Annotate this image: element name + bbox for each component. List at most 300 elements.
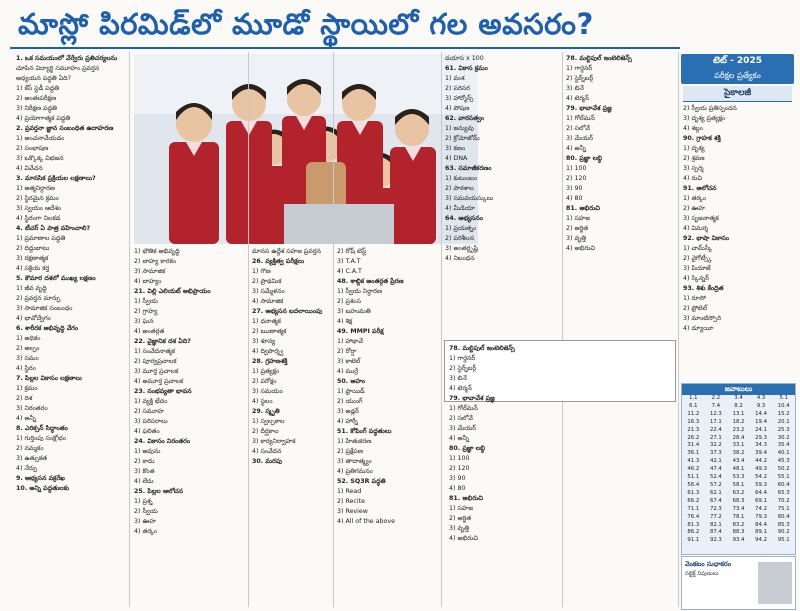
question-line: 21. విల్లి ఎలియట్ అభిప్రాయం <box>134 288 211 295</box>
question-line: 2) యుంగ్ <box>337 398 363 405</box>
answer-cell: 85.3 <box>777 521 790 528</box>
question-line: 4) ప్రతిగమనం <box>337 468 373 475</box>
question-line: 2) సలోవే <box>566 125 590 132</box>
question-line: 4) నిబంధన <box>445 255 475 262</box>
answer-cell: 47.4 <box>709 466 722 473</box>
answer-cell: 2.2 <box>711 395 721 401</box>
question-line: 3) మాంటిస్సోరి <box>683 315 721 322</box>
questions-column-5 <box>445 54 560 337</box>
answer-cell: 14.4 <box>755 410 767 417</box>
question-line: 4) సామాజిక <box>252 298 284 305</box>
question-line: 3) పరిసరాలు <box>134 418 168 425</box>
question-line: డయాస x 100 <box>445 55 484 62</box>
question-line: 4) అభిరుచి <box>566 245 596 252</box>
question-line: 3) వృత్తి <box>449 525 470 532</box>
answer-cell: 37.3 <box>709 450 722 457</box>
question-line: 1) తర్కం <box>683 195 707 202</box>
question-line: 2) సమూహ <box>134 408 165 415</box>
answer-cell: 67.4 <box>709 497 722 504</box>
question-line: 2) దిశ <box>16 395 33 402</box>
question-line: 93. శిశు కేంద్రిత <box>683 285 724 292</box>
question-line: 1) గుర్తింపు సంక్షోభం <box>16 435 66 442</box>
question-line: 4) అభిరుచి <box>449 535 479 542</box>
answer-cell: 4.3 <box>756 395 766 401</box>
answer-cell: 38.2 <box>732 450 745 457</box>
answer-cell: 55.1 <box>777 474 790 481</box>
answer-cell: 72.3 <box>709 505 722 512</box>
answer-cell: 39.4 <box>755 450 767 457</box>
badge-year: టెట్ - 2025 <box>713 56 762 66</box>
question-line: 3) 90 <box>566 185 583 192</box>
answer-cell: 75.1 <box>777 505 790 512</box>
badge-subtitle: పరీక్షల ప్రత్యేకం <box>714 71 761 80</box>
question-line: 1) హేతుకరణ <box>337 438 372 445</box>
question-line: 2) సలోవే <box>449 415 473 422</box>
answer-row <box>682 458 795 466</box>
question-line: 48. శాబ్దిక అంతర్గత ప్రేరణ <box>337 278 404 285</box>
question-line: 2) స్టెర్న్‌బర్గ్ <box>449 365 477 372</box>
answer-cell: 25.3 <box>777 426 790 433</box>
question-line: 2) ప్రక్షేపణ <box>337 448 363 455</box>
answer-cell: 61.3 <box>687 489 700 496</box>
question-line: 26. వ్యక్తిత్వ పరీక్షలు <box>252 258 305 265</box>
question-line: 3) బినే <box>449 375 467 382</box>
question-line: 3) పియాజే <box>683 265 711 272</box>
question-line: 1) స్వీయ <box>134 298 158 305</box>
answer-cell: 23.2 <box>732 426 745 433</box>
answer-cell: 8.2 <box>734 402 743 409</box>
question-line: 4) All of the above <box>337 518 395 525</box>
exam-badge <box>681 54 794 84</box>
questions-column-2 <box>134 247 246 607</box>
column-divider <box>248 52 249 607</box>
question-line: 3) బినే <box>566 85 584 92</box>
question-line: 2) అర్జిత <box>566 225 589 232</box>
question-line: 3) అడ్లర్ <box>337 408 359 415</box>
question-line: 3) మూర్త ప్రచాలక <box>134 368 179 375</box>
question-line: మానస ఉద్దేశ సహజ ప్రవర్తన <box>252 248 321 255</box>
answer-cell: 17.1 <box>709 418 722 425</box>
answer-row <box>682 419 795 427</box>
question-line: 3) రక్షణాత్మక <box>16 255 49 262</box>
question-line: 4) అంతర్గత <box>134 328 165 335</box>
answer-cell: 76.4 <box>687 513 700 520</box>
answer-cell: 48.1 <box>732 466 745 473</box>
column-divider <box>333 52 334 607</box>
question-line: 1) జీవ వృద్ధి <box>16 285 47 292</box>
question-line: 3) కార్యనిర్వాహక <box>252 438 296 445</box>
question-line: 8. ఎరిక్సన్ సిద్ధాంతం <box>16 425 68 432</box>
answer-cell: 45.3 <box>777 458 790 465</box>
question-line: 2) శ్రవణ <box>683 155 705 162</box>
question-line: 4) అన్నీ <box>566 145 587 152</box>
answer-row <box>682 442 795 450</box>
answer-row <box>682 506 795 514</box>
answer-cell: 64.4 <box>755 489 767 496</box>
question-line: 4) సంవేదన <box>252 448 282 455</box>
question-line: 3) Review <box>337 508 368 515</box>
question-line: 4) హార్నీ <box>337 418 358 425</box>
question-line: 4) అన్నీ <box>16 415 37 422</box>
question-line: 2) కాదు <box>134 458 155 465</box>
answer-cell: 52.4 <box>709 474 722 481</box>
answer-row <box>682 537 795 545</box>
answer-cell: 65.3 <box>777 489 790 496</box>
answer-cell: 36.1 <box>687 450 700 457</box>
question-line: 2) అర్జిత <box>449 515 472 522</box>
question-line: 79. భావావేశ ప్రజ్ఞ <box>566 105 612 112</box>
question-line: 3) దృశ్య ప్రత్యక్షం <box>683 115 726 122</box>
answer-row <box>682 403 795 411</box>
answer-cell: 54.2 <box>755 474 767 481</box>
answer-row <box>682 411 795 419</box>
question-line: 4) ప్రయోగాత్మక పద్ధతి <box>16 115 71 122</box>
answer-cell: 3.4 <box>734 395 743 401</box>
question-line: 2) ప్రాథమిక <box>252 278 282 285</box>
question-line: 3) ఒక్కొక్క విభజన <box>16 155 64 162</box>
question-line: 4) 80 <box>566 195 583 202</box>
answer-row <box>682 529 795 537</box>
question-line: 1) అధికం <box>16 335 41 342</box>
question-line: 4) డ్యూయీ <box>683 325 714 332</box>
answer-cell: 34.3 <box>755 442 767 449</box>
question-line: 81. అభిరుచి <box>566 205 600 212</box>
question-line: 1) ధనాత్మక <box>252 318 281 325</box>
answer-cell: 43.4 <box>732 458 745 465</box>
question-line: 2) పరోక్షం <box>252 378 277 385</box>
author-photo <box>758 562 792 604</box>
answer-cell: 51.1 <box>687 474 700 481</box>
question-line: 91. ఆలోచన <box>683 185 717 192</box>
question-line: 4) రుచి <box>683 175 703 182</box>
question-line: 2) స్వీయ ప్రతిస్పందన <box>683 105 737 112</box>
answer-cell: 6.1 <box>689 402 698 409</box>
question-line: 2. ప్రవర్తనా జ్ఞాన సంబంధిత ఉదాహరణ <box>16 125 114 132</box>
answer-cell: 49.3 <box>755 466 767 473</box>
answer-cell: 42.1 <box>709 458 722 465</box>
answer-cell: 56.4 <box>687 481 700 488</box>
question-line: 1) గోల్‌మన్ <box>566 115 595 122</box>
question-line: 3) బహుమతి <box>337 308 371 315</box>
question-line: 2) దీర్ఘకాల <box>252 428 279 435</box>
question-line: 4) శబ్దం <box>683 125 703 132</box>
question-line: 4. టీచర్ ఏ పాత్ర వహించాలి? <box>16 225 91 232</box>
question-line: 4) అమూర్త ప్రచాలక <box>134 378 184 385</box>
question-line: 9. అభ్యసన వక్రరేఖ <box>16 475 65 482</box>
answer-cell: 7.4 <box>711 402 721 409</box>
question-line: 1) గార్డెనర్ <box>449 355 476 362</box>
question-line: 51. కోపింగ్ పద్ధతులు <box>337 428 392 435</box>
question-line: 2) దిద్దుబాటు <box>16 245 50 252</box>
question-line: 3) ఊహ <box>134 518 156 525</box>
match-table <box>444 340 676 542</box>
question-line: 61. వికాస క్రమం <box>445 65 488 72</box>
question-line: 3) T.A.T <box>337 258 361 265</box>
answer-cell: 71.1 <box>687 505 700 512</box>
question-line: 2) పాఠశాల <box>445 185 474 192</box>
question-line: 63. సమాజీకరణం <box>445 165 492 172</box>
answer-cell: 69.1 <box>755 497 767 504</box>
answer-cell: 41.3 <box>687 458 700 465</box>
question-line: 2) ఫ్రోబెల్ <box>683 305 708 312</box>
question-line: 2) పరిసర <box>445 85 470 92</box>
question-line: 81. అభిరుచి <box>449 495 483 502</box>
questions-column-right <box>683 104 794 380</box>
question-line: 64. అభ్యసనం <box>445 215 483 222</box>
question-line: 1) ప్రశ్న <box>134 498 153 505</box>
question-line: 52. SQ3R పద్ధతి <box>337 478 386 485</box>
question-line: 2) నమ్మకం <box>16 445 44 452</box>
question-line: 2) అల్పం <box>16 345 40 352</box>
question-line: 4) అన్నీ <box>449 435 470 442</box>
answer-row <box>682 450 795 458</box>
answer-cell: 87.4 <box>709 529 722 536</box>
question-line: 7. పిల్లల వికాసం లక్షణాలు <box>16 375 82 382</box>
question-line: 78. మల్టిపుల్ ఇంటెలిజెన్స్ <box>566 55 632 62</box>
questions-column-1 <box>16 54 128 607</box>
question-line: 4) సక్రియ కర్త <box>16 265 50 272</box>
answer-cell: 15.2 <box>777 410 790 417</box>
question-line: 2) పరిశీలన <box>445 235 475 242</box>
question-line: 30. మరపు <box>252 458 283 465</box>
question-line: 2) క్రోమోజోమ్ <box>445 135 480 142</box>
question-line: 4) DNA <box>445 155 468 162</box>
question-line: 1) సహజ <box>449 505 473 512</box>
question-line: 1) అంచనావేయడం <box>16 135 65 142</box>
question-line: 3) సమయం <box>252 388 283 395</box>
question-line: 49. MMPI పరీక్ష <box>337 328 384 335</box>
question-line: 3) సామాజిక <box>134 268 166 275</box>
author-box <box>681 556 796 610</box>
question-line: 3) వృత్తి <box>566 235 587 242</box>
answer-cell: 19.4 <box>755 418 767 425</box>
question-line: 2) రోష్ టెస్ట్ <box>337 248 367 255</box>
question-line: 3) అంతర్దృష్టి <box>445 245 479 252</box>
answer-cell: 5.1 <box>779 395 788 401</box>
answer-cell: 26.2 <box>687 434 700 441</box>
answer-cell: 86.2 <box>687 529 700 536</box>
question-line: 1) క్రమం <box>16 385 38 392</box>
answer-cell: 84.4 <box>755 521 767 528</box>
answer-cell: 79.3 <box>755 513 767 520</box>
question-line: 90. గ్రాహక శక్తి <box>683 135 721 142</box>
question-line: 1) 100 <box>449 455 470 462</box>
question-line: 1) అవును <box>134 448 161 455</box>
question-line: 2) ప్రశంస <box>337 298 362 305</box>
question-line: 4) ద్విపార్శ్వ <box>252 348 284 355</box>
question-line: 3) నిరీక్షణ పద్ధతి <box>16 105 57 112</box>
answer-cell: 91.1 <box>687 537 700 544</box>
answer-cell: 20.1 <box>777 418 790 425</box>
question-line: 3) తాదాత్మ్యం <box>337 458 372 465</box>
question-line: 2) బాహ్య కారకం <box>134 258 177 265</box>
question-line: 1) స్వల్పకాల <box>252 418 285 425</box>
answer-row <box>682 498 795 506</box>
question-line: 4) లేదు <box>134 478 154 485</box>
question-line: 1) Read <box>337 488 362 495</box>
answer-cell: 88.3 <box>732 529 745 536</box>
answer-cell: 10.4 <box>777 402 790 409</box>
questions-column-4 <box>337 247 439 607</box>
question-line: 1) దృశ్య <box>683 145 705 152</box>
question-line: 62. వారసత్వం <box>445 115 484 122</box>
answer-cell: 30.2 <box>777 434 790 441</box>
answer-cell: 53.3 <box>732 474 745 481</box>
question-line: 80. ప్రజ్ఞా లబ్ధి <box>566 155 602 162</box>
headline: మాస్లో పిరమిడ్‌లో మూడో స్థాయిలో గల అవసరం? <box>18 7 594 41</box>
question-line: 2) సంభాషణ <box>16 145 49 152</box>
question-line: 27. అభ్యసన బదలాయింపు <box>252 308 323 315</box>
question-line: 3) కాటెల్ <box>337 358 361 365</box>
answer-cell: 40.1 <box>777 450 790 457</box>
answers-table <box>682 395 795 545</box>
question-line: 4) శిక్ష <box>337 318 353 325</box>
students-photo <box>134 54 478 244</box>
question-line: 2) రోర్షా <box>337 348 357 355</box>
question-line: 1) వ్యక్తి భేదం <box>134 398 168 405</box>
question-line: 3) మేయర్ <box>449 425 476 432</box>
question-line: 1) వంశ <box>445 75 465 82</box>
answers-title: జవాబులు <box>682 384 795 395</box>
question-line: 1) రూసో <box>683 295 706 302</box>
match-table-text <box>449 344 671 542</box>
question-line: 1) హాథావే <box>337 338 363 345</box>
question-line: 4) తర్కం <box>134 528 158 535</box>
question-line: 3) సృజనాత్మక <box>683 215 719 222</box>
question-line: 2) Recite <box>337 498 365 505</box>
question-line: 4) భావోద్వేగం <box>16 315 51 322</box>
question-line: 3) శూన్య <box>252 338 276 345</box>
question-line: 4) స్కిన్నర్ <box>683 275 709 282</box>
answer-cell: 29.3 <box>755 434 767 441</box>
question-line: 50. అహం <box>337 378 366 385</box>
answer-cell: 95.1 <box>777 537 790 544</box>
question-line: 4) స్థిరం <box>16 365 36 372</box>
question-line: 4) పోషణ <box>445 105 470 112</box>
answer-cell: 31.4 <box>687 442 700 449</box>
question-line: 25. పిల్లల ఆలోచన <box>134 488 184 495</box>
answer-cell: 90.2 <box>777 529 790 536</box>
answer-cell: 46.2 <box>687 466 700 473</box>
answer-row <box>682 514 795 522</box>
question-line: 4) C.A.T <box>337 268 362 275</box>
question-line: 4) టెర్మన్ <box>449 385 472 392</box>
answer-cell: 94.2 <box>755 537 767 544</box>
answer-cell: 92.3 <box>709 537 722 544</box>
question-line: 29. స్మృతి <box>252 408 280 415</box>
answer-cell: 74.2 <box>755 505 767 512</box>
question-line: 4) మీడియా <box>445 205 475 212</box>
question-line: 3) మేయర్ <box>566 135 593 142</box>
column-divider <box>129 52 130 607</box>
answer-row <box>682 435 795 443</box>
question-line: 4) వివేచన <box>16 165 43 172</box>
question-line: 4) స్థలం <box>252 398 273 405</box>
answer-cell: 93.4 <box>732 537 745 544</box>
question-line: 1) కుటుంబం <box>445 175 478 182</box>
question-line: 4) నేర్పు <box>16 465 38 472</box>
answer-cell: 9.3 <box>756 402 766 409</box>
question-line: 1) ఫ్రాయిడ్ <box>337 388 365 395</box>
question-line: 1. ఒక సమయంలో వేర్వేరు ప్రతిచర్యలను <box>16 55 118 62</box>
answer-cell: 50.2 <box>777 466 790 473</box>
answer-cell: 59.3 <box>755 481 767 488</box>
answer-cell: 81.3 <box>687 521 700 528</box>
question-line: 4) టెర్మన్ <box>566 95 589 102</box>
question-line: 6. శారీరక అభివృద్ధి వేగం <box>16 325 79 332</box>
answer-cell: 82.1 <box>709 521 722 528</box>
column-divider <box>678 52 679 607</box>
question-line: 2) అంతఃపరీక్షణ <box>16 95 57 102</box>
answer-cell: 27.1 <box>709 434 722 441</box>
question-line: 4) ముర్రే <box>337 368 359 375</box>
questions-column-3 <box>252 247 331 607</box>
question-line: 2) పూర్వప్రచాలక <box>134 358 177 365</box>
question-line: 3) కణం <box>445 145 466 152</box>
answer-cell: 60.4 <box>777 481 790 488</box>
question-line: 1) చామ్‌స్కీ <box>683 245 713 252</box>
question-line: 79. భావావేశ ప్రజ్ఞ <box>449 395 495 402</box>
question-line: చూపిన విద్యార్థి సమూహం ప్రవర్తన <box>16 65 100 72</box>
answer-cell: 66.2 <box>687 497 700 504</box>
answer-cell: 62.1 <box>709 489 722 496</box>
question-line: 1) భౌతిక అభివృద్ధి <box>134 248 180 255</box>
answer-cell: 24.1 <box>755 426 767 433</box>
question-line: 4) బాహ్యం <box>134 278 162 285</box>
answer-row <box>682 474 795 482</box>
answer-cell: 57.2 <box>709 481 722 488</box>
question-line: 3) సామాజిక సంబంధం <box>16 305 73 312</box>
question-line: 2) 120 <box>566 175 587 182</box>
answer-cell: 73.4 <box>732 505 745 512</box>
question-line: 3) సమవయస్కులు <box>445 195 494 202</box>
question-line: 3) ఉత్సుకత <box>16 455 48 462</box>
subject-heading: సైకాలజీ <box>683 86 792 102</box>
answer-cell: 33.1 <box>732 442 745 449</box>
question-line: 23. సంభవ్యతా భావన <box>134 388 192 395</box>
question-line: 2) ప్రవర్తన మార్పు <box>16 295 61 302</box>
question-line: 24. వికాసం నిరంతరం <box>134 438 191 445</box>
question-line: 1) ప్రయత్నం <box>445 225 477 232</box>
answer-cell: 16.3 <box>687 418 700 425</box>
answer-cell: 13.1 <box>732 410 745 417</box>
answer-cell: 28.4 <box>732 434 745 441</box>
question-line: 3) సమ్మేళనం <box>252 288 285 295</box>
author-name: వెంకటం సుధాకరం <box>685 560 732 568</box>
question-line: 1) గార్డెనర్ <box>566 65 593 72</box>
answer-cell: 35.4 <box>777 442 790 449</box>
answer-row <box>682 427 795 435</box>
answer-cell: 58.1 <box>732 481 745 488</box>
answer-cell: 78.1 <box>732 513 745 520</box>
question-line: 3) సమం <box>16 355 39 362</box>
answer-cell: 1.1 <box>689 395 698 401</box>
question-line: 2) ఊహ <box>683 205 705 212</box>
question-line: 3) 90 <box>449 475 466 482</box>
question-line: 4) 80 <box>449 485 466 492</box>
question-line: 92. భాషా వికాసం <box>683 235 729 242</box>
question-line: 3) హార్మోన్స్ <box>445 95 474 102</box>
question-line: 2) ఋణాత్మక <box>252 328 287 335</box>
question-line: 3. మానసిక ప్రక్రియల లక్షణాలు? <box>16 175 96 182</box>
question-line: 1) సంవేదనాత్మక <box>134 348 176 355</box>
question-line: 2) వైగోట్స్కీ <box>683 255 712 262</box>
question-line: 4) విమర్శ <box>683 225 709 232</box>
question-line: 4) స్థిరంగా నిలకడ <box>16 215 61 222</box>
question-line: 1) గోల్‌మన్ <box>449 405 478 412</box>
answer-cell: 63.2 <box>732 489 745 496</box>
question-line: 1) 100 <box>566 165 587 172</box>
